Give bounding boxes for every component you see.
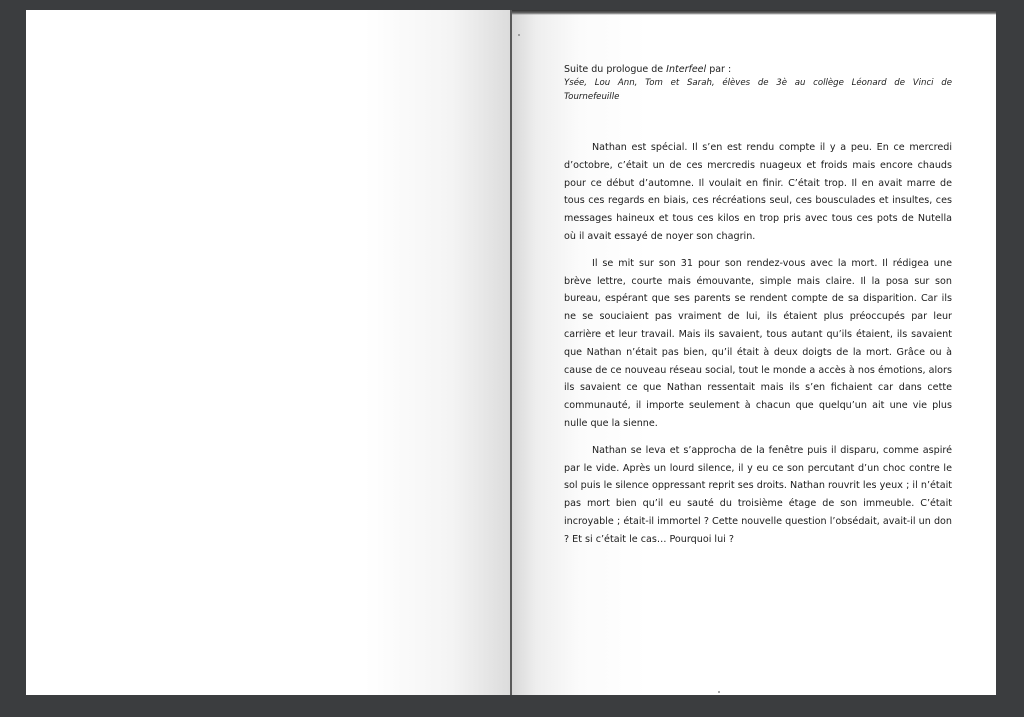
intro-lead-end: par : <box>709 64 732 75</box>
intro-work-title: Interfeel <box>666 64 707 75</box>
scan-speck <box>718 691 720 693</box>
body-text <box>564 139 952 549</box>
scan-edge <box>512 10 996 15</box>
left-page <box>26 10 510 695</box>
paragraph-3: Nathan se leva et s’approcha de la fenêtre puis il disparu, comme aspiré par le vide. Après un lourd silence, il y eu ce son percutant d’un choc contre le sol puis le silence oppressant reprit ses droits. Nathan rouvrit les yeux ; il n’était pas mort bien qu’il eu sauté du troisième étage de son immeuble. C’était incroyable ; était-il immortel ? Cette nouvelle question l’obsédait, avait-il un don ? Et si c’était le cas… Pourquoi lui ? <box>564 444 952 545</box>
intro-lead: Suite du prologue de <box>564 64 664 75</box>
right-page <box>512 10 996 695</box>
book-spread <box>26 10 996 695</box>
scan-speck <box>518 34 520 36</box>
intro-line <box>564 63 952 76</box>
page-content <box>564 63 952 558</box>
paragraph-2: Il se mit sur son 31 pour son rendez-vous avec la mort. Il rédigea une brève lettre, courte mais émouvante, simple mais claire. Il la posa sur son bureau, espérant que ses parents se rendent compte de sa disparition. Car ils ne se souciaient pas vraiment de lui, ils étaient plus préoccupés par leur carrière et leur travail. Mais ils savaient, tous autant qu’ils étaient, ils savaient que Nathan n’était pas bien, qu’il était à deux doigts de la mort. Grâce ou à cause de ce nouveau réseau social, tout le monde a accès à nos émotions, alors ils savaient ce que Nathan ressentait mais ils s’en fichaient car dans cette communauté, il importe seulement à chacun que quelqu’un ait une vie plus nulle que la sienne. <box>564 257 952 429</box>
paragraph-1: Nathan est spécial. Il s’en est rendu compte il y a peu. En ce mercredi d’octobre, c’était un de ces mercredis nuageux et froids mais encore chauds pour ce début d’automne. Il voulait en finir. C’était trop. Il en avait marre de tous ces regards en biais, ces récréations seul, ces bousculades et insultes, ces messages haineux et tous ces kilos en trop pris avec tous ces pots de Nutella où il avait essayé de noyer son chagrin. <box>564 142 952 242</box>
intro-authors: Ysée, Lou Ann, Tom et Sarah, élèves de 3è au collège Léonard de Vinci de Tournefeuille <box>564 78 952 102</box>
